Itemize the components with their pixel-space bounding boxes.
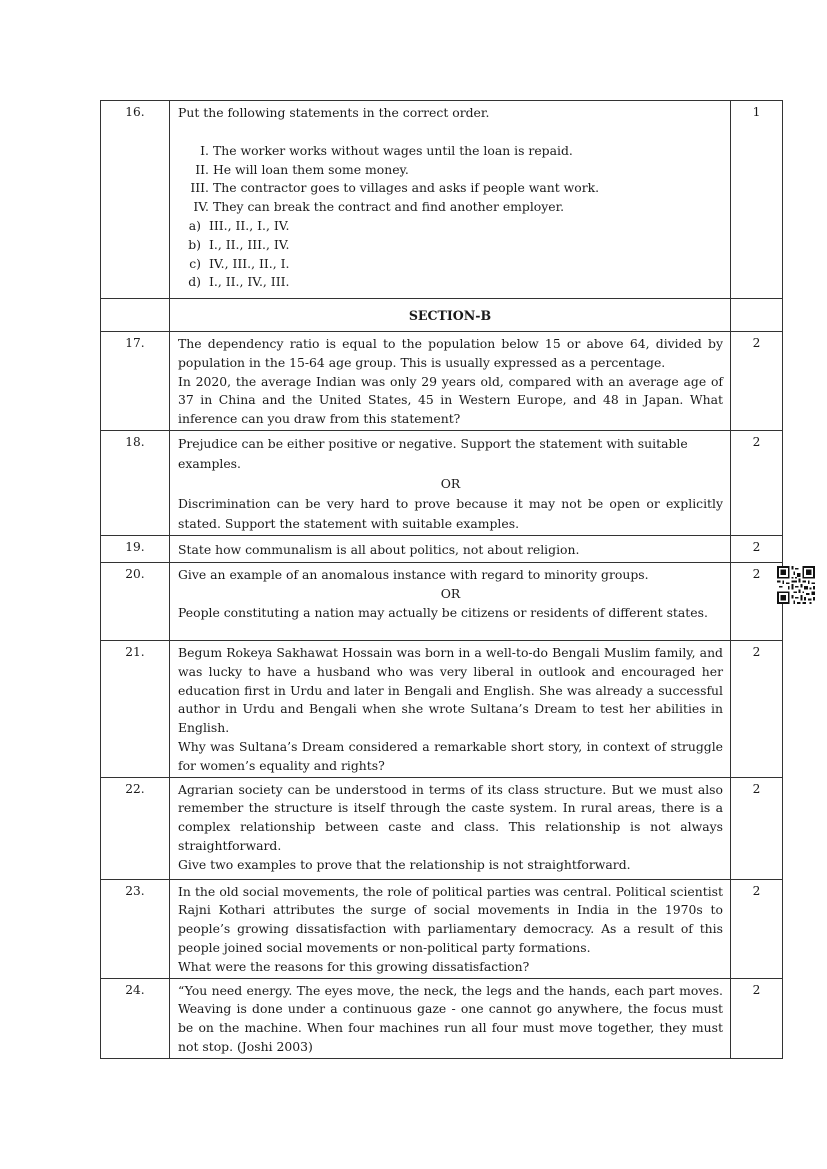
question-table (100, 100, 783, 1059)
question-passage: Begum Rokeya Sakhawat Hossain was born in a well-to-do Bengali Muslim family, and was lucky to have a husband who was very liberal in outlook and encouraged her education first in Urdu and later in Bengali and English. She was already a successful author in Urdu and Bengali when she wrote Sultana’s Dream to test her abilities in English. (178, 644, 723, 736)
question-number: 18. (101, 430, 170, 535)
question-number: 19. (101, 535, 170, 562)
question-row-18 (101, 430, 783, 535)
question-number: 20. (101, 562, 170, 640)
question-text (170, 640, 731, 777)
question-number: 17. (101, 332, 170, 431)
question-passage: In the old social movements, the role of political parties was central. Political scientist Rajni Kothari attributes the surge of social movements in India in the 1970s to people’s growing dissatisfaction with parliamentary democracy. As a result of this people joined social movements or non-political party formations. (178, 883, 723, 955)
statement-item: III. The contractor goes to villages and asks if people want work. (190, 180, 600, 196)
question-row-24 (101, 978, 783, 1058)
or-separator: OR (440, 585, 461, 601)
question-prompt: Give two examples to prove that the relationship is not straightforward. (178, 856, 631, 872)
question-marks: 1 (731, 101, 783, 299)
empty-cell (731, 299, 783, 332)
question-number: 22. (101, 777, 170, 879)
question-number: 21. (101, 640, 170, 777)
question-prompt: State how communalism is all about politics, not about religion. (178, 541, 580, 557)
question-text (170, 101, 731, 299)
option-item: a) III., II., I., IV. (188, 217, 290, 233)
question-text (170, 535, 731, 562)
statement-item: II. He will loan them some money. (195, 161, 409, 177)
question-passage: “You need energy. The eyes move, the neck, the legs and the hands, each part moves. Weaving is done under a continuous gaze - one cannot go anywhere, the focus must be on the machine. When four machines run all four must move together, they must not stop. (Joshi 2003) (178, 982, 723, 1054)
option-item: b) I., II., III., IV. (188, 236, 290, 252)
question-row-19 (101, 535, 783, 562)
question-row-17 (101, 332, 783, 431)
question-text (170, 879, 731, 978)
statement-item: IV. They can break the contract and find another employer. (193, 199, 565, 215)
question-marks: 2 (731, 562, 783, 640)
question-number: 16. (101, 101, 170, 299)
question-part-b: Discrimination can be very hard to prove because it may not be open or explicitly stated. Support the statement with suitable examples. (178, 495, 723, 531)
question-marks: 2 (731, 978, 783, 1058)
question-prompt: Put the following statements in the correct order. (178, 105, 490, 120)
question-part-b: People constituting a nation may actually be citizens or residents of different states. (178, 604, 708, 620)
question-row-22 (101, 777, 783, 879)
option-item: c) IV., III., II., I. (189, 255, 290, 271)
statement-item: I. The worker works without wages until the loan is repaid. (200, 142, 573, 158)
question-row-23 (101, 879, 783, 978)
question-text (170, 978, 731, 1058)
question-number: 23. (101, 879, 170, 978)
question-prompt: In 2020, the average Indian was only 29 years old, compared with an average age of 37 in China and the United States, 45 in Western Europe, and 48 in Japan. What inference can you draw from this statement? (178, 373, 723, 427)
option-item: d) I., II., IV., III. (188, 274, 290, 290)
empty-cell (101, 299, 170, 332)
question-row-20 (101, 562, 783, 640)
question-marks: 2 (731, 640, 783, 777)
section-heading: SECTION-B (170, 299, 731, 332)
option-list (178, 217, 723, 292)
question-passage: The dependency ratio is equal to the population below 15 or above 64, divided by population in the 15-64 age group. This is usually expressed as a percentage. (178, 336, 723, 370)
question-part-a: Give an example of an anomalous instance with regard to minority groups. (178, 566, 649, 582)
question-text (170, 562, 731, 640)
question-part-a: Prejudice can be either positive or negative. Support the statement with suitable examples. (178, 435, 688, 471)
question-row-16 (101, 101, 783, 299)
question-marks: 2 (731, 879, 783, 978)
question-marks: 2 (731, 777, 783, 879)
statement-list (178, 142, 723, 217)
section-heading-row (101, 299, 783, 332)
question-text (170, 777, 731, 879)
question-marks: 2 (731, 332, 783, 431)
qr-code-icon (777, 566, 815, 604)
question-passage: Agrarian society can be understood in terms of its class structure. But we must also remember the structure is itself through the caste system. In rural areas, there is a complex relationship between caste and class. This relationship is not always straightforward. (178, 781, 723, 853)
question-marks: 2 (731, 535, 783, 562)
question-number: 24. (101, 978, 170, 1058)
or-separator: OR (440, 475, 461, 491)
question-text (170, 430, 731, 535)
question-prompt: Why was Sultana’s Dream considered a remarkable short story, in context of struggle for women’s equality and rights? (178, 738, 723, 773)
question-row-21 (101, 640, 783, 777)
question-text (170, 332, 731, 431)
question-marks: 2 (731, 430, 783, 535)
question-prompt: What were the reasons for this growing dissatisfaction? (178, 958, 530, 974)
